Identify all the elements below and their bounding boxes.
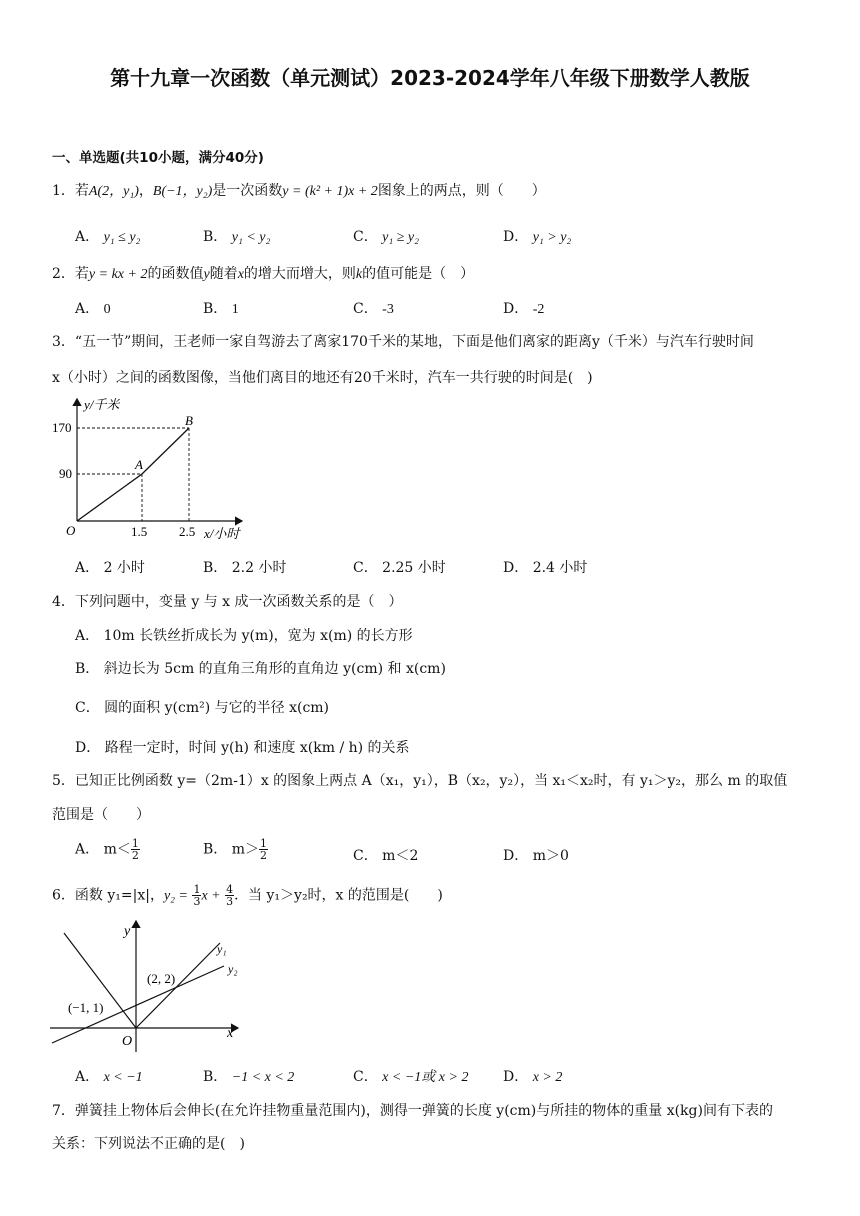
question-number: 5． bbox=[52, 773, 75, 789]
fraction bbox=[131, 838, 140, 861]
option-value: 0 bbox=[103, 302, 111, 317]
question-text: 函数 y₁=|x|， bbox=[74, 887, 164, 904]
intersection-right-label: (2, 2) bbox=[147, 971, 176, 986]
option-label: B． bbox=[203, 560, 228, 576]
question-text: 的值可能是（ ） bbox=[362, 266, 475, 282]
question-3-line-2: x（小时）之间的函数图像，当他们离目的地还有20千米时，汽车一共行驶的时间是( ) bbox=[52, 370, 593, 386]
point-a-label: A bbox=[135, 457, 143, 472]
option-value: x < −1或 x > 2 bbox=[382, 1070, 469, 1085]
origin-label: O bbox=[66, 523, 76, 538]
option-value: 路程一定时，时间 y(h) 和速度 x(km / h) 的关系 bbox=[104, 740, 410, 756]
question-number: 7． bbox=[52, 1103, 75, 1119]
option-value: y₁ ≤ y₂ bbox=[103, 230, 141, 245]
question-text: ， bbox=[138, 183, 153, 199]
option-label: D． bbox=[503, 229, 529, 245]
option-b[interactable] bbox=[75, 658, 446, 678]
option-a[interactable] bbox=[75, 298, 111, 318]
intersection-left-label: (−1, 1) bbox=[68, 1000, 104, 1015]
distance-time-graph bbox=[52, 393, 257, 543]
fraction bbox=[259, 838, 268, 861]
option-value: −1 < x < 2 bbox=[231, 1070, 295, 1085]
option-b[interactable] bbox=[203, 557, 286, 577]
option-label: D． bbox=[75, 740, 101, 756]
y2-label: y₂ bbox=[228, 962, 238, 976]
x-tick-2-5: 2.5 bbox=[179, 524, 196, 539]
question-text: “五一节”期间，王老师一家自驾游去了离家170千米的某地，下面是他们离家的距离y（千米）与汽车行驶时间 bbox=[74, 334, 754, 350]
question-text: 若 bbox=[74, 266, 89, 282]
option-value: -2 bbox=[532, 302, 545, 317]
question-number: 1． bbox=[52, 183, 75, 199]
option-b[interactable] bbox=[203, 298, 239, 318]
option-label: B． bbox=[203, 229, 228, 245]
option-label: A． bbox=[75, 560, 100, 576]
option-c[interactable] bbox=[75, 697, 329, 717]
question-text: ．当 y₁＞y₂时，x 的范围是( ) bbox=[234, 887, 443, 904]
option-value: 10m 长铁丝折成长为 y(m)，宽为 x(m) 的长方形 bbox=[103, 628, 413, 644]
fraction-numerator: 4 bbox=[226, 883, 234, 896]
math-var: k bbox=[355, 267, 363, 282]
option-label: A． bbox=[75, 1069, 100, 1085]
option-value: 2.25 小时 bbox=[382, 560, 446, 576]
option-value: m＞ bbox=[231, 841, 260, 858]
page-title: 第十九章一次函数（单元测试）2023-2024学年八年级下册数学人教版 bbox=[110, 66, 750, 90]
option-c[interactable] bbox=[353, 557, 446, 577]
fraction-numerator: 1 bbox=[193, 883, 201, 896]
function-graph bbox=[50, 917, 250, 1055]
question-5-line-2: 范围是（ ） bbox=[52, 807, 150, 823]
option-label: C． bbox=[75, 700, 100, 716]
question-number: 6． bbox=[52, 887, 75, 904]
math-point-b: B(−1，y₂) bbox=[152, 184, 213, 199]
option-label: C． bbox=[353, 301, 378, 317]
question-3-line-1 bbox=[52, 331, 754, 351]
option-a[interactable] bbox=[75, 226, 140, 246]
x-tick-1-5: 1.5 bbox=[131, 524, 148, 539]
question-text: 已知正比例函数 y=（2m-1）x 的图象上两点 A（x₁，y₁），B（x₂，y₂），当 x₁＜x₂时，有 y₁＞y₂，那么 m 的取值 bbox=[74, 773, 788, 789]
origin-label: O bbox=[122, 1034, 133, 1049]
option-label: A． bbox=[75, 301, 100, 317]
option-label: C． bbox=[353, 1069, 378, 1085]
question-text: 弹簧挂上物体后会伸长(在允许挂物重量范围内)，测得一弹簧的长度 y(cm)与所挂的物体的重量 x(kg)间有下表的 bbox=[74, 1103, 773, 1119]
option-value: -3 bbox=[382, 302, 394, 317]
math-expression: x + bbox=[201, 888, 221, 904]
option-value: m＜2 bbox=[382, 848, 419, 864]
question-text: 图象上的两点，则（ ） bbox=[377, 183, 546, 199]
y-tick-170: 170 bbox=[52, 420, 72, 435]
option-value: 斜边长为 5cm 的直角三角形的直角边 y(cm) 和 x(cm) bbox=[103, 661, 446, 677]
option-value: m＞0 bbox=[532, 848, 569, 864]
option-label: B． bbox=[203, 1069, 228, 1085]
option-label: B． bbox=[203, 841, 228, 858]
option-label: A． bbox=[75, 841, 100, 858]
question-2 bbox=[52, 263, 474, 283]
option-label: D． bbox=[503, 560, 529, 576]
section-heading: 一、单选题(共10小题，满分40分) bbox=[52, 150, 264, 166]
question-4 bbox=[52, 591, 403, 611]
option-value: 1 bbox=[231, 302, 239, 317]
option-label: B． bbox=[75, 661, 100, 677]
option-d[interactable] bbox=[503, 557, 587, 577]
option-value: y₁ > y₂ bbox=[532, 230, 572, 245]
fraction bbox=[225, 884, 234, 907]
question-text: 的增大而增大，则 bbox=[243, 266, 356, 282]
option-b[interactable] bbox=[203, 1066, 294, 1086]
option-value: x > 2 bbox=[532, 1070, 563, 1085]
option-c[interactable] bbox=[353, 298, 394, 318]
option-a[interactable] bbox=[75, 557, 145, 577]
question-text: 的函数值 bbox=[147, 266, 204, 282]
y1-label: y₁ bbox=[217, 942, 227, 956]
option-value: 2.2 小时 bbox=[231, 560, 287, 576]
option-a[interactable] bbox=[75, 625, 413, 645]
option-a[interactable] bbox=[75, 1066, 143, 1086]
option-c[interactable] bbox=[353, 1066, 468, 1086]
option-value: 2.4 小时 bbox=[532, 560, 588, 576]
math-var: x bbox=[237, 267, 244, 282]
fraction-denominator: 2 bbox=[260, 849, 268, 862]
x-axis-label: x/小时 bbox=[204, 526, 240, 541]
question-7-line-1 bbox=[52, 1100, 773, 1120]
option-d[interactable] bbox=[503, 1066, 562, 1086]
point-b-label: B bbox=[185, 413, 193, 428]
option-label: D． bbox=[503, 848, 529, 864]
math-var: y bbox=[203, 267, 210, 282]
math-function: y = kx + 2 bbox=[88, 267, 148, 282]
question-text: 随着 bbox=[209, 266, 238, 282]
option-label: D． bbox=[503, 1069, 529, 1085]
math-point-a: A(2，y₁) bbox=[88, 184, 139, 199]
question-text: 是一次函数 bbox=[212, 183, 283, 199]
graph-line bbox=[77, 428, 189, 521]
fraction-denominator: 3 bbox=[226, 895, 234, 908]
x-axis-label: x bbox=[227, 1026, 234, 1041]
question-5-line-1 bbox=[52, 770, 787, 790]
option-d[interactable] bbox=[503, 226, 571, 246]
option-label: A． bbox=[75, 229, 100, 245]
question-1 bbox=[52, 180, 546, 200]
math-function: y = (k² + 1)x + 2 bbox=[282, 184, 378, 199]
option-label: C． bbox=[353, 848, 378, 864]
option-c[interactable] bbox=[353, 226, 419, 246]
question-text: 若 bbox=[74, 183, 89, 199]
option-value: x < −1 bbox=[103, 1070, 143, 1085]
option-b[interactable] bbox=[203, 838, 268, 861]
fraction-numerator: 1 bbox=[131, 837, 139, 850]
question-7-line-2: 关系：下列说法不正确的是( ) bbox=[52, 1136, 245, 1152]
math-expression: y₂ = bbox=[163, 888, 188, 904]
fraction-numerator: 1 bbox=[260, 837, 268, 850]
option-c[interactable] bbox=[353, 845, 418, 865]
y-axis-label: y bbox=[124, 924, 131, 939]
option-value: 2 小时 bbox=[103, 560, 145, 576]
y-axis-label: y/千米 bbox=[84, 397, 120, 412]
y-tick-90: 90 bbox=[59, 466, 72, 481]
option-label: A． bbox=[75, 628, 100, 644]
question-text: 下列问题中，变量 y 与 x 成一次函数关系的是（ ） bbox=[74, 594, 403, 610]
fraction-denominator: 2 bbox=[131, 849, 139, 862]
question-number: 2． bbox=[52, 266, 75, 282]
question-number: 4． bbox=[52, 594, 75, 610]
option-value: y₁ ≥ y₂ bbox=[382, 230, 420, 245]
question-6 bbox=[52, 884, 443, 907]
option-a[interactable] bbox=[75, 838, 140, 861]
option-d[interactable] bbox=[503, 845, 569, 865]
option-label: C． bbox=[353, 229, 378, 245]
option-label: C． bbox=[353, 560, 378, 576]
option-d[interactable] bbox=[75, 737, 410, 757]
option-label: B． bbox=[203, 301, 228, 317]
option-b[interactable] bbox=[203, 226, 270, 246]
option-value: y₁ < y₂ bbox=[231, 230, 271, 245]
option-value: 圆的面积 y(cm²) 与它的半径 x(cm) bbox=[104, 700, 330, 716]
option-value: m＜ bbox=[103, 841, 131, 858]
question-number: 3． bbox=[52, 334, 75, 350]
fraction-denominator: 3 bbox=[193, 895, 201, 908]
option-label: D． bbox=[503, 301, 529, 317]
option-d[interactable] bbox=[503, 298, 544, 318]
